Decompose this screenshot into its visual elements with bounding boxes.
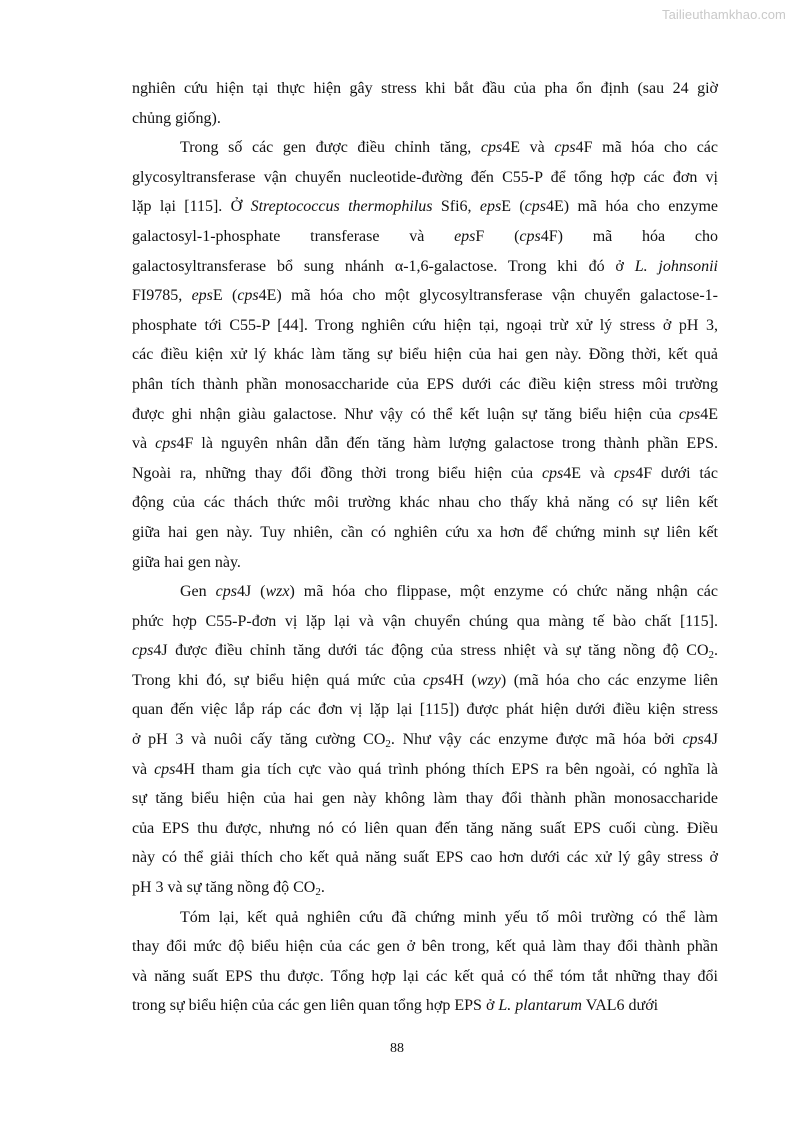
text-line — [132, 666, 718, 696]
text-run: các điều kiện xử lý khác làm tăng sự biểu hiện của hai gen này. Đồng thời, kết quả — [132, 346, 718, 364]
text-line — [132, 488, 718, 518]
page-number: 88 — [390, 1041, 404, 1056]
text-run: cps — [519, 227, 541, 245]
text-run: cps — [154, 760, 176, 778]
text-run: 4F) mã hóa cho — [540, 227, 718, 245]
text-run: eps — [454, 227, 476, 245]
text-run: cps — [541, 464, 564, 482]
text-run: ) mã hóa cho flippase, một enzyme có chức năng nhận các — [289, 583, 718, 601]
text-line — [132, 281, 718, 311]
text-line — [132, 104, 718, 134]
text-line — [132, 459, 718, 489]
text-line — [132, 695, 718, 725]
text-run: 4H ( — [444, 671, 477, 689]
text-run: F ( — [475, 227, 520, 245]
text-run: Sfi6, — [432, 198, 480, 216]
text-run: pH 3 và sự tăng nồng độ CO — [132, 879, 316, 897]
text-run: nghiên cứu hiện tại thực hiện gây stress khi bắt đầu của pha ổn định (sau 24 giờ — [132, 80, 718, 97]
text-run: của EPS thu được, nhưng nó có liên quan đến tăng năng suất EPS cuối cùng. Điều — [132, 819, 718, 837]
text-line — [132, 429, 718, 459]
text-line — [132, 74, 718, 104]
text-line — [132, 518, 718, 548]
text-run: 4F dưới tác — [635, 464, 719, 482]
text-run: 4F là nguyên nhân dẫn đến tăng hàm lượng galactose trong thành phần EPS. — [176, 435, 718, 453]
text-run: galactosyltransferase bổ sung nhánh α-1,6-galactose. Trong khi đó ở — [132, 257, 635, 275]
text-run: động của các thách thức môi trường khác nhau cho thấy khả năng có sự liên kết — [132, 494, 718, 512]
text-run: cps — [554, 139, 576, 157]
paragraph-2 — [132, 577, 718, 903]
text-run: . — [320, 879, 325, 897]
text-run: lặp lại [115]. Ở — [132, 198, 251, 216]
text-run: 2 — [385, 738, 391, 751]
text-run: E ( — [212, 287, 238, 305]
paragraph-0 — [132, 74, 718, 133]
text-line — [132, 222, 718, 252]
text-run: Trong số các gen được điều chỉnh tăng, — [180, 139, 481, 157]
text-run: Trong khi đó, sự biểu hiện quá mức của — [132, 671, 424, 689]
text-run: và năng suất EPS thu được. Tổng hợp lại các kết quả có thể tóm tắt những thay đổi — [132, 967, 718, 985]
text-line — [132, 873, 718, 903]
text-run: FI9785, — [132, 287, 192, 305]
paragraph-1 — [132, 133, 718, 577]
text-run: cps — [678, 405, 701, 423]
text-line — [132, 636, 718, 666]
text-run: L. johnsonii — [634, 257, 718, 275]
text-run: trong sự biểu hiện của các gen liên quan tổng hợp EPS ở — [132, 997, 499, 1015]
text-run: phức hợp C55-P-đơn vị lặp lại và vận chuyển chúng qua màng tế bào chất [115]. — [132, 612, 718, 630]
text-run: ở pH 3 và nuôi cấy tăng cường CO — [132, 731, 386, 749]
text-run: . — [714, 642, 718, 660]
text-line — [132, 814, 718, 844]
text-line — [132, 133, 718, 163]
text-run: 4E và — [502, 139, 555, 157]
text-run: 2 — [315, 886, 321, 899]
text-run: 4J được điều chỉnh tăng dưới tác động của stress nhiệt và sự tăng nồng độ CO — [153, 642, 709, 660]
text-run: . Như vậy các enzyme được mã hóa bởi — [390, 731, 683, 749]
text-run: Ngoài ra, những thay đổi đồng thời trong biểu hiện của — [132, 464, 542, 482]
text-run: cps — [215, 583, 237, 601]
text-run: cps — [613, 464, 636, 482]
document-body — [132, 74, 718, 1021]
text-run: giữa hai gen này. Tuy nhiên, cần có nghiên cứu xa hơn để chứng minh sự liên kết — [132, 523, 718, 541]
text-line — [132, 252, 718, 282]
text-run: cps — [524, 198, 546, 216]
text-line — [132, 370, 718, 400]
text-run: E ( — [501, 198, 525, 216]
text-line — [132, 843, 718, 873]
text-run: Gen — [180, 583, 216, 601]
text-run: 4F mã hóa cho các — [575, 139, 719, 157]
text-line — [132, 725, 718, 755]
text-line — [132, 311, 718, 341]
text-line — [132, 340, 718, 370]
text-line — [132, 400, 718, 430]
text-run: 4J ( — [236, 583, 266, 601]
text-run: wzx — [265, 583, 290, 601]
text-run: phân tích thành phần monosaccharide của EPS dưới các điều kiện stress môi trường — [132, 375, 718, 393]
text-run: quan đến việc lắp ráp các đơn vị lặp lại [115]) được phát hiện dưới điều kiện stress — [132, 701, 718, 719]
text-line — [132, 991, 718, 1021]
text-run: cps — [237, 287, 259, 305]
text-run: giữa hai gen này. — [132, 553, 241, 571]
text-run: phosphate tới C55-P [44]. Trong nghiên cứu hiện tại, ngoại trừ xử lý stress ở pH 3, — [132, 316, 718, 334]
text-run: 4J — [703, 731, 719, 749]
text-run: 4E) mã hóa cho một glycosyltransferase vận chuyển galactose-1- — [258, 287, 719, 305]
text-run: cps — [423, 671, 445, 689]
text-run: Streptococcus thermophilus — [250, 198, 433, 216]
text-run: 4E — [700, 405, 718, 423]
text-run: 4E và — [563, 464, 614, 482]
text-run: VAL6 dưới — [581, 997, 659, 1015]
text-run: Tóm lại, kết quả nghiên cứu đã chứng minh yếu tố môi trường có thể làm — [180, 908, 718, 926]
text-run: và — [132, 435, 156, 453]
watermark: Tailieuthamkhao.com — [661, 7, 786, 22]
text-run: sự tăng biểu hiện của hai gen này không làm thay đổi thành phần monosaccharide — [132, 790, 718, 808]
text-run: 4E) mã hóa cho enzyme — [546, 198, 718, 216]
text-run: và — [132, 760, 155, 778]
text-run: L. plantarum — [498, 997, 582, 1015]
paragraph-3 — [132, 903, 718, 1021]
text-line — [132, 755, 718, 785]
text-line — [132, 607, 718, 637]
text-line — [132, 577, 718, 607]
text-run: thay đổi mức độ biểu hiện của các gen ở bên trong, kết quả làm thay đổi thành phần — [132, 938, 718, 956]
text-run: eps — [191, 287, 213, 305]
text-run: 4H tham gia tích cực vào quá trình phóng thích EPS ra bên ngoài, có nghĩa là — [175, 760, 719, 778]
text-line — [132, 932, 718, 962]
text-run: eps — [479, 198, 502, 216]
text-run: cps — [682, 731, 704, 749]
text-run: cps — [155, 435, 177, 453]
text-line — [132, 548, 718, 578]
text-line — [132, 903, 718, 933]
text-run: được ghi nhận giàu galactose. Như vậy có thể kết luận sự tăng biểu hiện của — [132, 405, 679, 423]
text-run: cps — [132, 642, 154, 660]
text-run: galactosyl-1-phosphate transferase và — [132, 227, 455, 245]
text-line — [132, 163, 718, 193]
text-run: ) (mã hóa cho các enzyme liên — [500, 671, 718, 689]
text-line — [132, 962, 718, 992]
text-run: này có thể giải thích cho kết quả năng suất EPS cao hơn dưới các xử lý gây stress ở — [132, 849, 718, 867]
text-line — [132, 784, 718, 814]
text-run: chủng giống). — [132, 109, 221, 127]
text-run: 2 — [708, 649, 714, 662]
text-run: cps — [480, 139, 503, 157]
text-line — [132, 192, 718, 222]
text-run: wzy — [476, 671, 501, 689]
text-run: glycosyltransferase vận chuyển nucleotide-đường đến C55-P để tổng hợp các đơn vị — [132, 168, 718, 186]
